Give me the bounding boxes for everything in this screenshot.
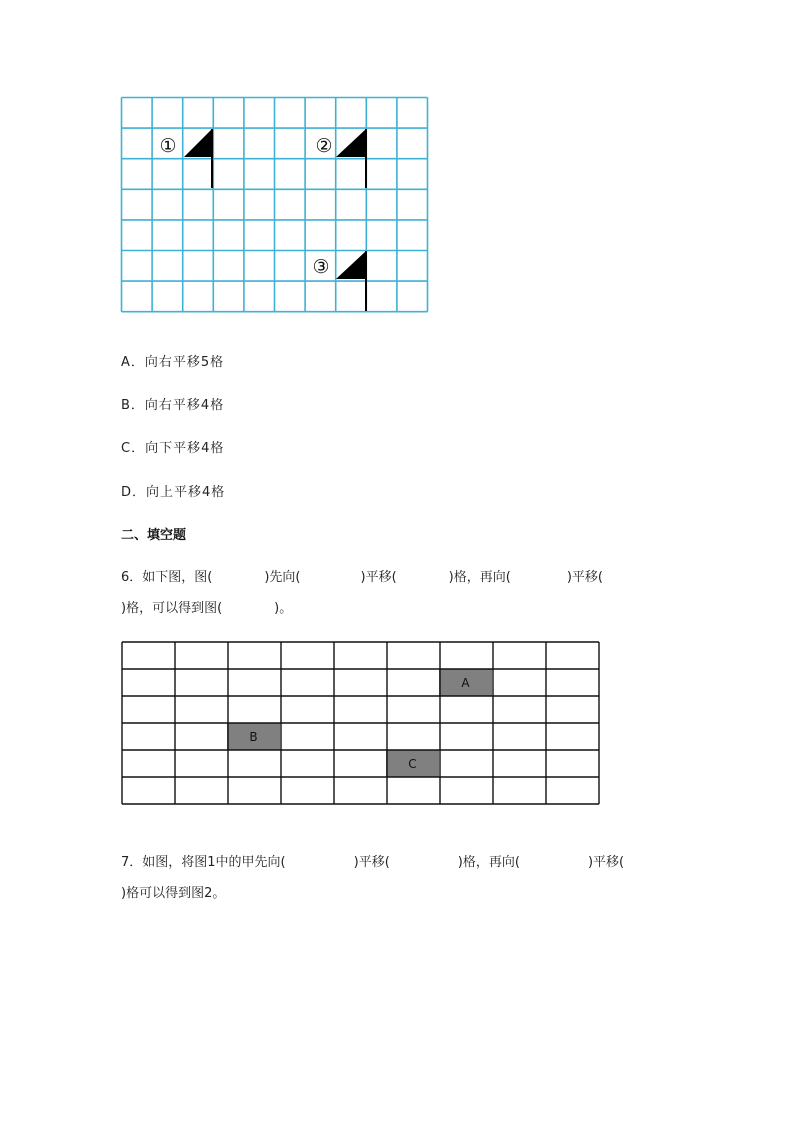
question-7-line-2 bbox=[121, 882, 225, 901]
flag-1-label: ① bbox=[159, 135, 177, 157]
flag-1-triangle bbox=[184, 129, 212, 157]
cell-translation-grid bbox=[121, 641, 601, 809]
q6-text: )格，再向( bbox=[448, 570, 511, 585]
q6-text: )格，可以得到图( bbox=[121, 601, 223, 616]
q6-text: )先向( bbox=[264, 570, 301, 585]
flag-3-triangle bbox=[336, 251, 366, 279]
flag-3-label: ③ bbox=[312, 256, 330, 278]
q7-text: 7．如图，将图1中的甲先向( bbox=[121, 855, 286, 870]
grid-lines bbox=[122, 98, 428, 312]
cell-c-label: C bbox=[408, 757, 417, 771]
option-a: A．向右平移5格 bbox=[121, 355, 225, 370]
q7-text: )平移( bbox=[587, 855, 625, 870]
q7-text: )格可以得到图2。 bbox=[121, 886, 226, 901]
flag-translation-grid bbox=[120, 96, 430, 314]
grid-lines bbox=[122, 642, 599, 804]
question-7-line-1 bbox=[121, 851, 624, 870]
question-6-line-2 bbox=[121, 597, 292, 616]
section-title: 二、填空题 bbox=[121, 528, 187, 543]
cell-b-label: B bbox=[249, 730, 258, 744]
flag-2-triangle bbox=[336, 129, 366, 157]
q6-text: 6．如下图，图( bbox=[121, 570, 213, 585]
cell-a-label: A bbox=[461, 676, 470, 690]
option-d: D．向上平移4格 bbox=[121, 485, 226, 500]
question-6-line-1 bbox=[121, 566, 603, 585]
flag-2-label: ② bbox=[315, 135, 333, 157]
q6-text: )。 bbox=[274, 601, 293, 616]
option-c: C．向下平移4格 bbox=[121, 441, 225, 456]
q6-text: )平移( bbox=[566, 570, 603, 585]
q7-text: )平移( bbox=[353, 855, 390, 870]
q6-text: )平移( bbox=[360, 570, 397, 585]
q7-text: )格，再向( bbox=[457, 855, 520, 870]
option-b: B．向右平移4格 bbox=[121, 398, 225, 413]
